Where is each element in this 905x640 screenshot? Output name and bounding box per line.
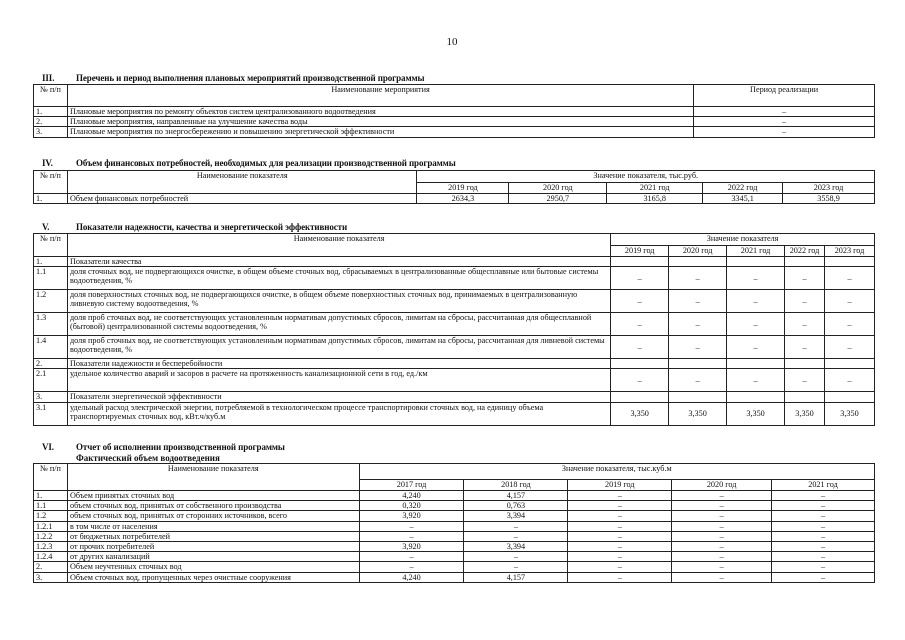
row-value: – [568, 511, 672, 521]
row-value: 0,763 [464, 501, 568, 511]
table-row [34, 511, 875, 521]
year-header: 2019 год [568, 480, 672, 491]
table-row [34, 194, 875, 204]
header-value: Значение показателя, тыс.куб.м [359, 464, 874, 480]
row-value: – [611, 336, 669, 359]
year-header: 2021 год [772, 480, 875, 491]
row-number: 1. [34, 491, 68, 501]
row-value: – [727, 369, 785, 392]
row-name: Плановые мероприятия, направленные на улучшение качества воды [67, 117, 693, 127]
row-value: – [611, 267, 669, 290]
row-name: доля проб сточных вод, не соответствующих установленным нормативам допустимых сбросов, лимитам на сбросы, рассчитанная для общесплавной (бытовой) централизованной системы водоотведения, % [67, 313, 610, 336]
year-header: 2023 год [783, 183, 875, 194]
year-header: 2023 год [825, 246, 875, 257]
empty-cell [669, 359, 727, 369]
row-number: 1.2.1 [34, 521, 68, 531]
empty-cell [825, 257, 875, 267]
row-value: – [669, 313, 727, 336]
row-value: – [825, 336, 875, 359]
empty-cell [785, 257, 825, 267]
row-value: – [669, 336, 727, 359]
row-value: – [464, 552, 568, 562]
row-value: 3,920 [359, 511, 464, 521]
table-row [34, 572, 875, 582]
empty-cell [825, 359, 875, 369]
row-name: Объем неучтенных сточных вод [67, 562, 359, 572]
empty-cell [669, 392, 727, 402]
row-number: 2.1 [34, 369, 68, 392]
row-value: – [727, 267, 785, 290]
row-value: – [772, 511, 875, 521]
row-name: Объем принятых сточных вод [67, 491, 359, 501]
row-value: – [727, 290, 785, 313]
row-number: 1.2.3 [34, 542, 68, 552]
row-value: 2634,3 [417, 194, 509, 204]
header-value: Значение показателя, тыс.руб. [417, 171, 875, 183]
row-name: удельное количество аварий и засоров в расчете на протяженность канализационной сети в год, ед./км [67, 369, 610, 392]
row-value: – [672, 542, 772, 552]
row-value: – [785, 336, 825, 359]
row-number: 1. [34, 257, 68, 267]
year-header: 2020 год [669, 246, 727, 257]
row-name: Показатели качества [67, 257, 610, 267]
row-period: – [694, 107, 875, 117]
row-number: 1.2 [34, 511, 68, 521]
table-row [34, 117, 875, 127]
section-title: Объем финансовых потребностей, необходимых для реализации производственной программы [76, 158, 456, 168]
table-row [34, 267, 875, 290]
row-value: 3,350 [669, 402, 727, 425]
table-row [34, 392, 875, 402]
section-title: Перечень и период выполнения плановых мероприятий производственной программы [76, 73, 425, 83]
row-value: – [672, 491, 772, 501]
row-number: 3. [34, 392, 68, 402]
header-no: № п/п [34, 464, 68, 491]
wastewater-volume-table [33, 463, 875, 583]
row-name: объем сточных вод, принятых от собственного производства [67, 501, 359, 511]
row-name: от бюджетных потребителей [67, 531, 359, 541]
table-row [34, 552, 875, 562]
row-value: – [568, 562, 672, 572]
row-name: Показатели надежности и бесперебойности [67, 359, 610, 369]
row-value: – [669, 369, 727, 392]
row-value: – [359, 552, 464, 562]
empty-cell [727, 257, 785, 267]
row-value: – [568, 521, 672, 531]
row-value: – [568, 552, 672, 562]
row-value: – [825, 313, 875, 336]
row-value: – [672, 552, 772, 562]
section-3-heading [42, 73, 424, 83]
empty-cell [611, 359, 669, 369]
row-value: – [359, 562, 464, 572]
row-value: 3,350 [611, 402, 669, 425]
planned-measures-table [33, 84, 875, 138]
row-value: – [772, 491, 875, 501]
row-value: – [825, 267, 875, 290]
row-value: – [772, 552, 875, 562]
row-value: – [772, 542, 875, 552]
indicators-table [33, 233, 875, 426]
empty-cell [611, 392, 669, 402]
section-4-heading [42, 158, 456, 168]
row-value: – [727, 336, 785, 359]
row-value: – [825, 290, 875, 313]
row-name: Плановые мероприятия по энергосбережению и повышению энергетической эффективности [67, 127, 693, 137]
header-no: № п/п [34, 234, 68, 257]
row-value: 3345,1 [703, 194, 783, 204]
row-number: 2. [34, 359, 68, 369]
row-value: – [611, 290, 669, 313]
section-number: VI. [42, 442, 54, 452]
section-6-heading [42, 442, 285, 452]
row-value: – [568, 491, 672, 501]
row-value: – [359, 521, 464, 531]
row-value: – [825, 369, 875, 392]
table-row [34, 402, 875, 425]
section-title: Отчет об исполнении производственной программы [76, 442, 285, 452]
row-value: 3,350 [727, 402, 785, 425]
row-value: – [568, 501, 672, 511]
empty-cell [727, 359, 785, 369]
year-header: 2022 год [785, 246, 825, 257]
table-row [34, 501, 875, 511]
table-row [34, 491, 875, 501]
table-row [34, 107, 875, 117]
row-value: – [611, 369, 669, 392]
year-header: 2017 год [359, 480, 464, 491]
row-value: – [785, 313, 825, 336]
row-value: 0,320 [359, 501, 464, 511]
row-period: – [694, 127, 875, 137]
row-number: 1.4 [34, 336, 68, 359]
row-name: в том числе от населения [67, 521, 359, 531]
header-name: Наименование показателя [67, 171, 417, 194]
table-row [34, 127, 875, 137]
empty-cell [825, 392, 875, 402]
row-value: 3,394 [464, 511, 568, 521]
row-value: 4,157 [464, 491, 568, 501]
table-row [34, 521, 875, 531]
row-name: от других канализаций [67, 552, 359, 562]
row-number: 1.3 [34, 313, 68, 336]
row-number: 3.1 [34, 402, 68, 425]
section-5-heading [42, 222, 347, 232]
row-value: 3,350 [825, 402, 875, 425]
table-row [34, 542, 875, 552]
section-6-subtitle: Фактический объем водоотведения [76, 453, 220, 463]
year-header: 2021 год [607, 183, 703, 194]
row-value: 3,920 [359, 542, 464, 552]
section-number: III. [42, 73, 55, 83]
row-value: – [785, 369, 825, 392]
header-name: Наименование показателя [67, 234, 610, 257]
header-period: Период реализации [694, 85, 875, 107]
row-value: – [568, 542, 672, 552]
row-number: 1.1 [34, 267, 68, 290]
row-value: – [772, 562, 875, 572]
row-value: – [785, 290, 825, 313]
row-value: – [611, 313, 669, 336]
row-value: 3,350 [785, 402, 825, 425]
row-value: 4,157 [464, 572, 568, 582]
row-name: Показатели энергетической эффективности [67, 392, 610, 402]
financial-needs-table [33, 170, 875, 204]
empty-cell [669, 257, 727, 267]
empty-cell [785, 359, 825, 369]
row-name: доля сточных вод, не подвергающихся очистке, в общем объеме сточных вод, сбрасываемых в централизованные общесплавные или бытовые системы водоотведения, % [67, 267, 610, 290]
row-value: – [672, 572, 772, 582]
header-name: Наименование мероприятия [67, 85, 693, 107]
row-value: 3,394 [464, 542, 568, 552]
year-header: 2019 год [417, 183, 509, 194]
year-header: 2021 год [727, 246, 785, 257]
row-number: 2. [34, 117, 68, 127]
header-no: № п/п [34, 171, 68, 194]
table-row [34, 257, 875, 267]
year-header: 2018 год [464, 480, 568, 491]
row-value: – [672, 531, 772, 541]
row-name: Плановые мероприятия по ремонту объектов систем централизованного водоотведения [67, 107, 693, 117]
row-value: – [772, 531, 875, 541]
row-value: 2950,7 [509, 194, 607, 204]
row-value: – [672, 521, 772, 531]
year-header: 2020 год [509, 183, 607, 194]
table-row [34, 369, 875, 392]
row-value: – [464, 521, 568, 531]
row-value: – [672, 501, 772, 511]
table-row [34, 531, 875, 541]
table-row [34, 562, 875, 572]
row-number: 1.2.2 [34, 531, 68, 541]
row-value: 3165,8 [607, 194, 703, 204]
row-name: удельный расход электрической энергии, потребляемой в технологическом процессе транспортировки сточных вод, на единицу объема транспортируемых сточных вод, кВт.ч/куб.м [67, 402, 610, 425]
row-value: – [464, 531, 568, 541]
row-name: Объем сточных вод, пропущенных через очистные сооружения [67, 572, 359, 582]
row-value: – [785, 267, 825, 290]
section-number: IV. [42, 158, 53, 168]
empty-cell [785, 392, 825, 402]
row-value: – [772, 572, 875, 582]
row-name: доля поверхностных сточных вод, не подвергающихся очистке, в общем объеме поверхностных сточных вод, принимаемых в централизованную ливневую систему водоотведения, % [67, 290, 610, 313]
row-number: 3. [34, 572, 68, 582]
page-number: 10 [446, 36, 458, 48]
row-value: – [568, 572, 672, 582]
row-value: – [672, 511, 772, 521]
header-name: Наименование показателя [67, 464, 359, 491]
section-title: Показатели надежности, качества и энергетической эффективности [76, 222, 348, 232]
table-row [34, 359, 875, 369]
row-value: – [669, 267, 727, 290]
empty-cell [611, 257, 669, 267]
year-header: 2020 год [672, 480, 772, 491]
row-name: доля проб сточных вод, не соответствующих установленным нормативам допустимых сбросов, лимитам на сбросы, рассчитанная для ливневой системы водоотведения, % [67, 336, 610, 359]
row-value: – [772, 501, 875, 511]
row-value: 4,240 [359, 491, 464, 501]
year-header: 2019 год [611, 246, 669, 257]
row-name: от прочих потребителей [67, 542, 359, 552]
row-number: 1.1 [34, 501, 68, 511]
row-value: – [727, 313, 785, 336]
header-no: № п/п [34, 85, 68, 107]
row-value: – [669, 290, 727, 313]
row-number: 1. [34, 194, 68, 204]
empty-cell [727, 392, 785, 402]
row-period: – [694, 117, 875, 127]
row-name: объем сточных вод, принятых от сторонних источников, всего [67, 511, 359, 521]
row-value: 4,240 [359, 572, 464, 582]
table-row [34, 336, 875, 359]
row-value: – [568, 531, 672, 541]
row-number: 3. [34, 127, 68, 137]
table-row [34, 290, 875, 313]
row-number: 2. [34, 562, 68, 572]
row-name: Объем финансовых потребностей [67, 194, 417, 204]
row-number: 1.2 [34, 290, 68, 313]
table-row [34, 313, 875, 336]
row-value: – [359, 531, 464, 541]
row-value: – [464, 562, 568, 572]
row-value: 3558,9 [783, 194, 875, 204]
row-value: – [672, 562, 772, 572]
row-number: 1. [34, 107, 68, 117]
section-number: V. [42, 222, 50, 232]
row-number: 1.2.4 [34, 552, 68, 562]
year-header: 2022 год [703, 183, 783, 194]
header-value: Значение показателя [611, 234, 875, 246]
row-value: – [772, 521, 875, 531]
